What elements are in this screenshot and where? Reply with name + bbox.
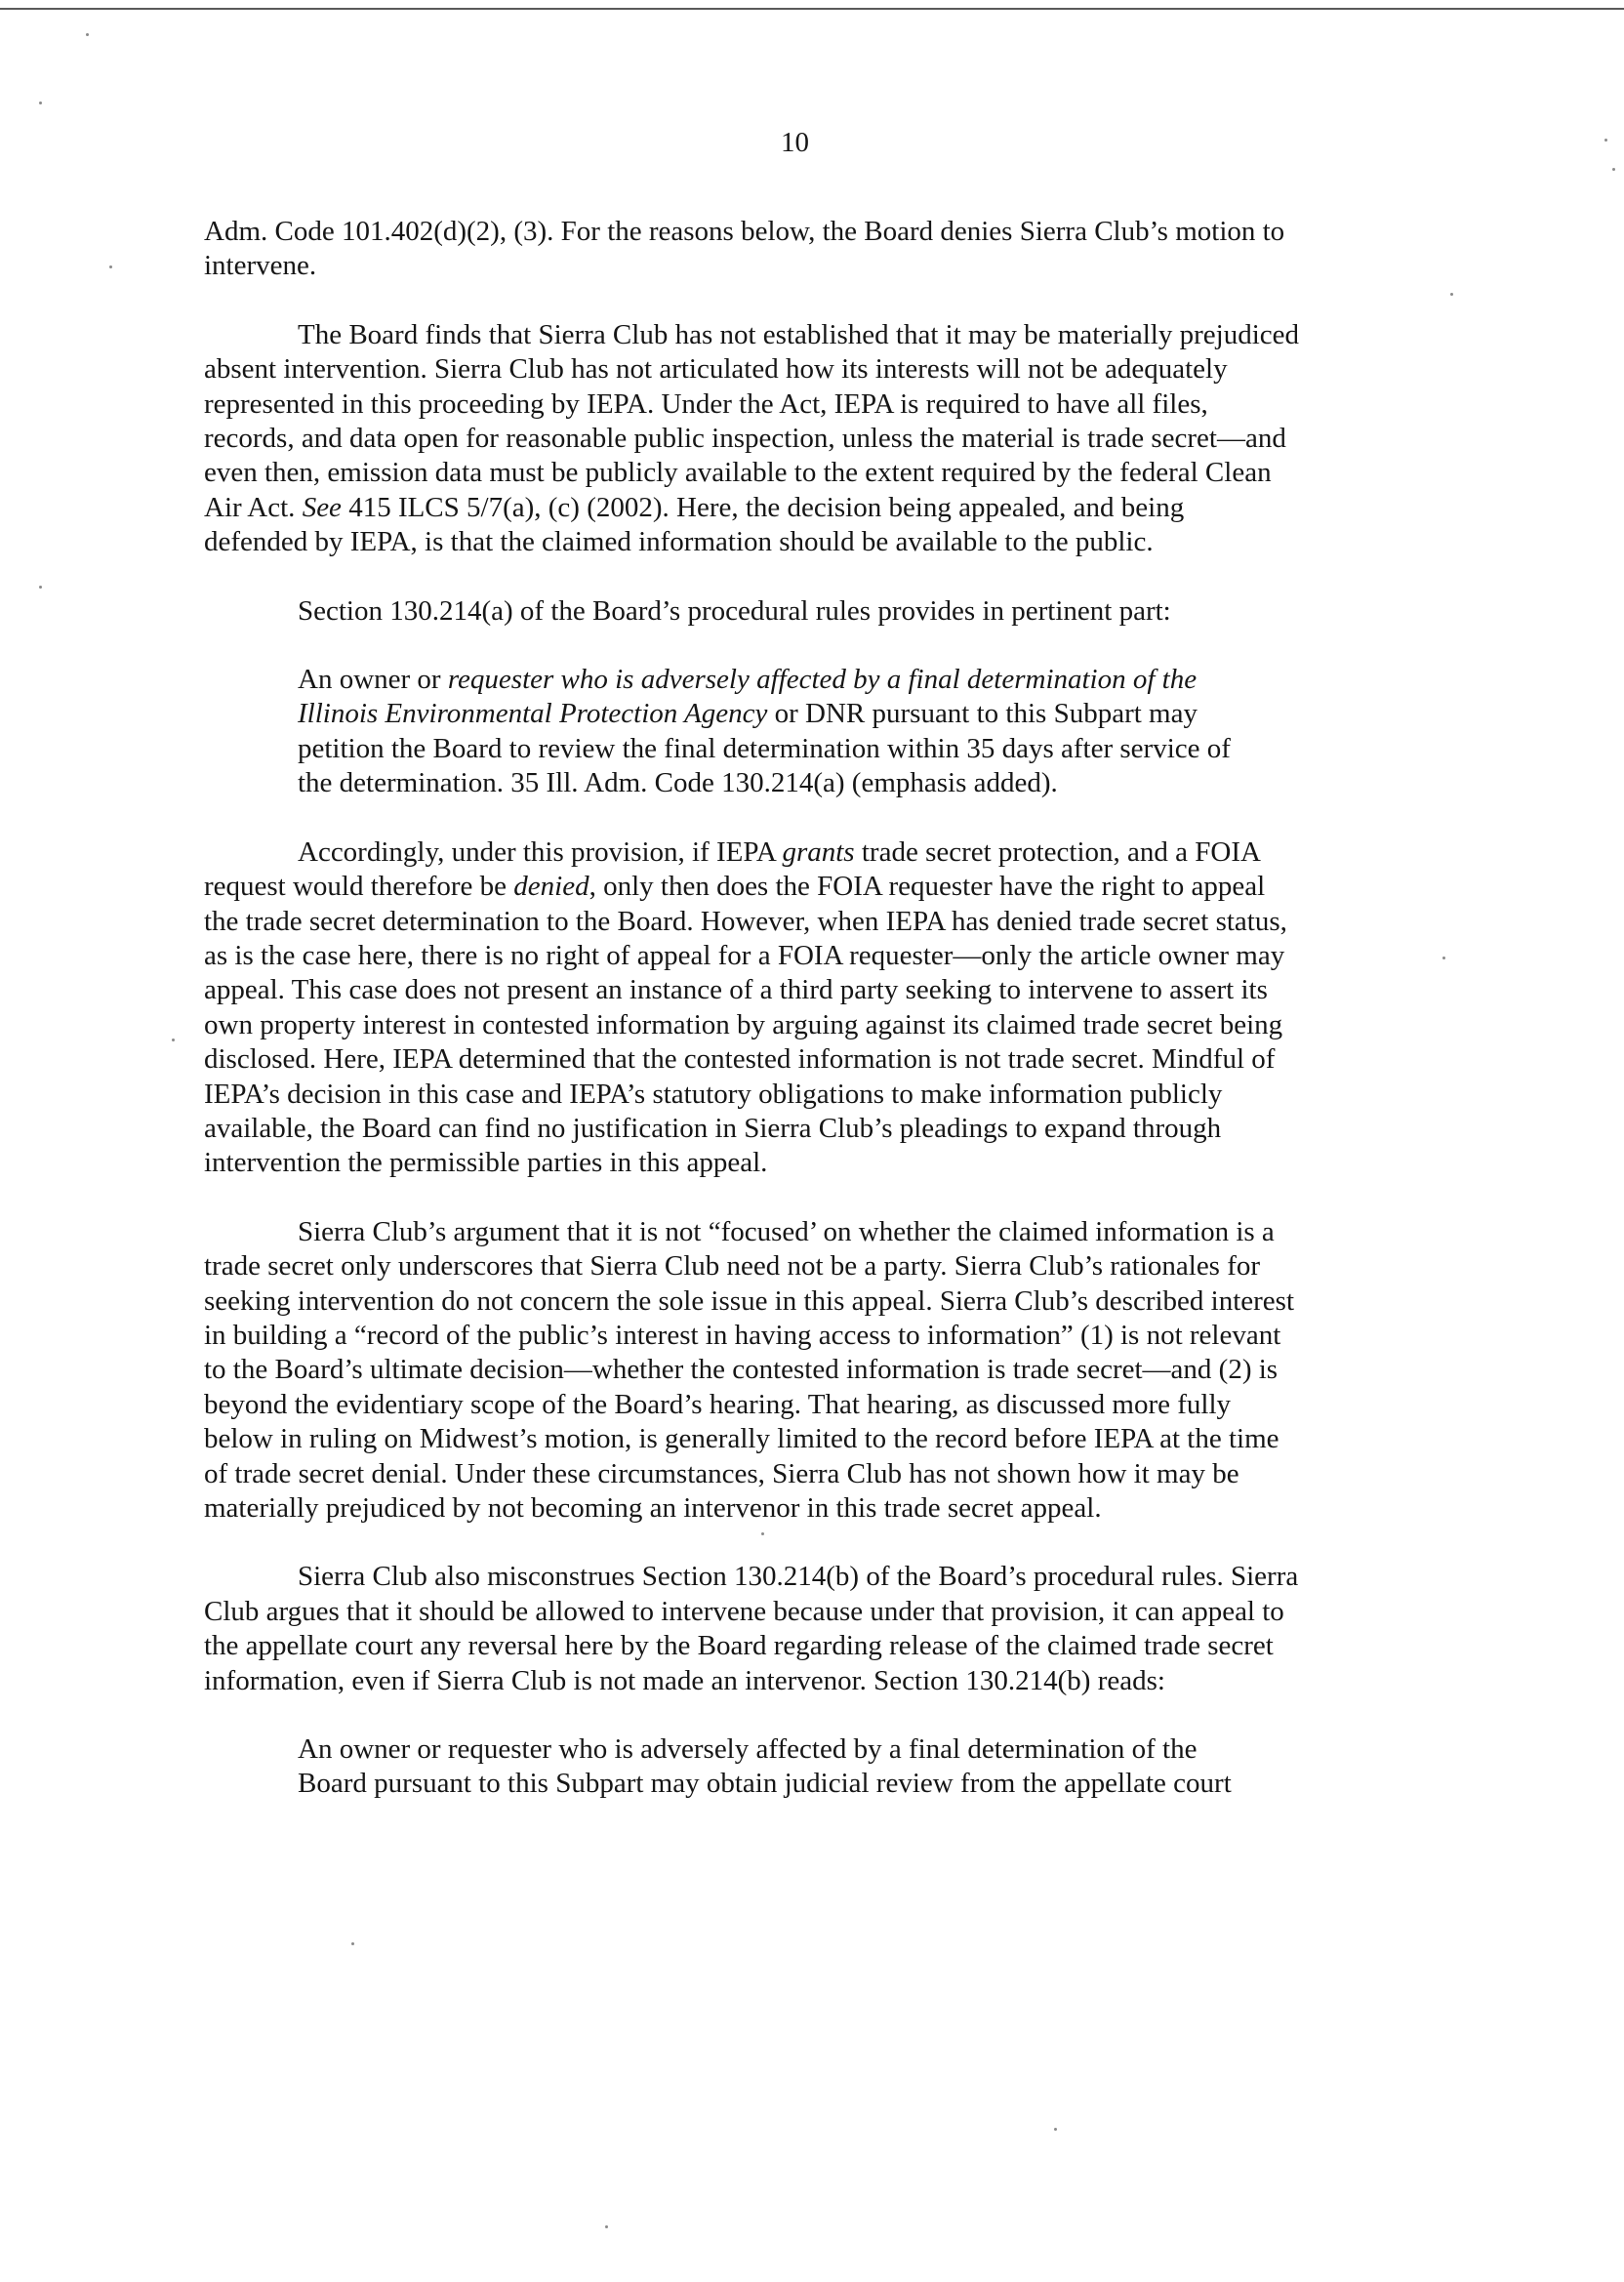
emphasized-text: denied (513, 871, 589, 903)
scan-speck (109, 265, 112, 268)
page-number: 10 (781, 127, 809, 158)
emphasized-text: Illinois Environmental Protection Agency (298, 698, 768, 730)
text-line: own property interest in contested information by arguing against its claimed trade secret being (204, 1008, 1283, 1040)
text-line: information, even if Sierra Club is not made an intervenor. Section 130.214(b) reads: (204, 1664, 1165, 1696)
text-run: trade secret protection, and a FOIA (854, 835, 1261, 868)
block-quote-130-214a (298, 663, 1414, 801)
text-line: The Board finds that Sierra Club has not established that it may be materially prejudiced (298, 318, 1300, 350)
text-line: An owner or requester who is adversely affected by a final determination of the (298, 1733, 1198, 1766)
scan-speck (39, 102, 42, 104)
text-line: intervention the permissible parties in this appeal. (204, 1147, 768, 1179)
scan-speck (1612, 168, 1615, 171)
document-body (204, 215, 1463, 1802)
text-line (204, 835, 1463, 870)
text-line (204, 870, 1463, 904)
text-line: to the Board’s ultimate decision—whether the contested information is trade secret—and (2) is (204, 1354, 1279, 1386)
scan-speck (605, 2225, 608, 2228)
paragraph-prejudice (204, 318, 1463, 560)
text-run: request would therefore be (204, 871, 514, 903)
emphasized-text: grants (782, 835, 855, 868)
text-line: records, and data open for reasonable public inspection, unless the material is trade secret—and (204, 423, 1286, 455)
scan-speck (1604, 139, 1607, 142)
text-line: appeal. This case does not present an instance of a third party seeking to intervene to assert its (204, 974, 1268, 1006)
text-line: beyond the evidentiary scope of the Board’s hearing. That hearing, as discussed more fully (204, 1388, 1232, 1420)
text-line: IEPA’s decision in this case and IEPA’s statutory obligations to make information publicly (204, 1078, 1223, 1110)
paragraph-accordingly (204, 835, 1463, 1181)
paragraph-focused-argument (204, 1215, 1463, 1527)
text-line (204, 491, 1463, 525)
block-quote-130-214b (298, 1732, 1414, 1802)
text-line: intervene. (204, 250, 317, 282)
paragraph-misconstrues (204, 1560, 1463, 1698)
scan-speck (172, 1039, 175, 1041)
text-line: materially prejudiced by not becoming an intervenor in this trade secret appeal. (204, 1492, 1102, 1524)
text-line: of trade secret denial. Under these circumstances, Sierra Club has not shown how it may be (204, 1457, 1239, 1489)
text-line: trade secret only underscores that Sierra Club need not be a party. Sierra Club’s rationales for (204, 1250, 1261, 1283)
text-line: Sierra Club also misconstrues Section 130.214(b) of the Board’s procedural rules. Sierra (298, 1561, 1299, 1593)
text-run: Accordingly, under this provision, if IEPA (298, 835, 783, 868)
scan-speck (351, 1942, 354, 1945)
text-line: the determination. 35 Ill. Adm. Code 130.214(a) (emphasis added). (298, 767, 1058, 799)
text-line: as is the case here, there is no right of appeal for a FOIA requester—only the article owner may (204, 939, 1285, 971)
paragraph-intro (204, 215, 1463, 284)
text-run: 415 ILCS 5/7(a), (c) (2002). Here, the decision being appealed, and being (341, 491, 1185, 523)
scan-speck (1450, 293, 1453, 296)
text-line: below in ruling on Midwest’s motion, is generally limited to the record before IEPA at the time (204, 1423, 1279, 1455)
text-line: the trade secret determination to the Board. However, when IEPA has denied trade secret status, (204, 905, 1287, 937)
text-line: absent intervention. Sierra Club has not articulated how its interests will not be adequately (204, 353, 1228, 386)
citation-signal: See (302, 491, 342, 523)
scan-speck (1054, 2128, 1057, 2131)
text-run: , only then does the FOIA requester have the right to appeal (589, 871, 1266, 903)
text-line (298, 697, 1414, 731)
text-line: represented in this proceeding by IEPA. Under the Act, IEPA is required to have all files, (204, 387, 1208, 420)
top-border-rule (0, 8, 1624, 10)
text-run: or DNR pursuant to this Subpart may (767, 698, 1198, 730)
scan-speck (86, 33, 89, 36)
paragraph-section-intro (204, 594, 1463, 629)
text-line: petition the Board to review the final determination within 35 days after service of (298, 732, 1231, 764)
text-line: seeking intervention do not concern the sole issue in this appeal. Sierra Club’s described interest (204, 1284, 1295, 1317)
text-line: Sierra Club’s argument that it is not “focused’ on whether the claimed information is a (298, 1215, 1275, 1247)
text-line: even then, emission data must be publicly available to the extent required by the federal Clean (204, 457, 1272, 489)
text-line: the appellate court any reversal here by the Board regarding release of the claimed trade secret (204, 1630, 1274, 1662)
text-run: Air Act. (204, 491, 303, 523)
text-line: Club argues that it should be allowed to intervene because under that provision, it can appeal to (204, 1595, 1284, 1627)
text-line: Section 130.214(a) of the Board’s procedural rules provides in pertinent part: (298, 594, 1171, 627)
text-line: disclosed. Here, IEPA determined that the contested information is not trade secret. Mindful of (204, 1043, 1276, 1076)
text-line: in building a “record of the public’s interest in having access to information” (1) is not relevant (204, 1319, 1281, 1351)
scan-speck (39, 586, 42, 589)
text-line: Adm. Code 101.402(d)(2), (3). For the reasons below, the Board denies Sierra Club’s motion to (204, 216, 1285, 247)
emphasized-text: requester who is adversely affected by a final determination of the (447, 664, 1198, 696)
text-line: Board pursuant to this Subpart may obtain judicial review from the appellate court (298, 1768, 1232, 1800)
scan-speck (1442, 957, 1445, 959)
scan-speck (761, 1532, 764, 1535)
text-line (298, 663, 1414, 697)
text-run: An owner or (298, 664, 448, 696)
text-line: defended by IEPA, is that the claimed information should be available to the public. (204, 526, 1154, 558)
text-line: available, the Board can find no justification in Sierra Club’s pleadings to expand through (204, 1112, 1222, 1144)
